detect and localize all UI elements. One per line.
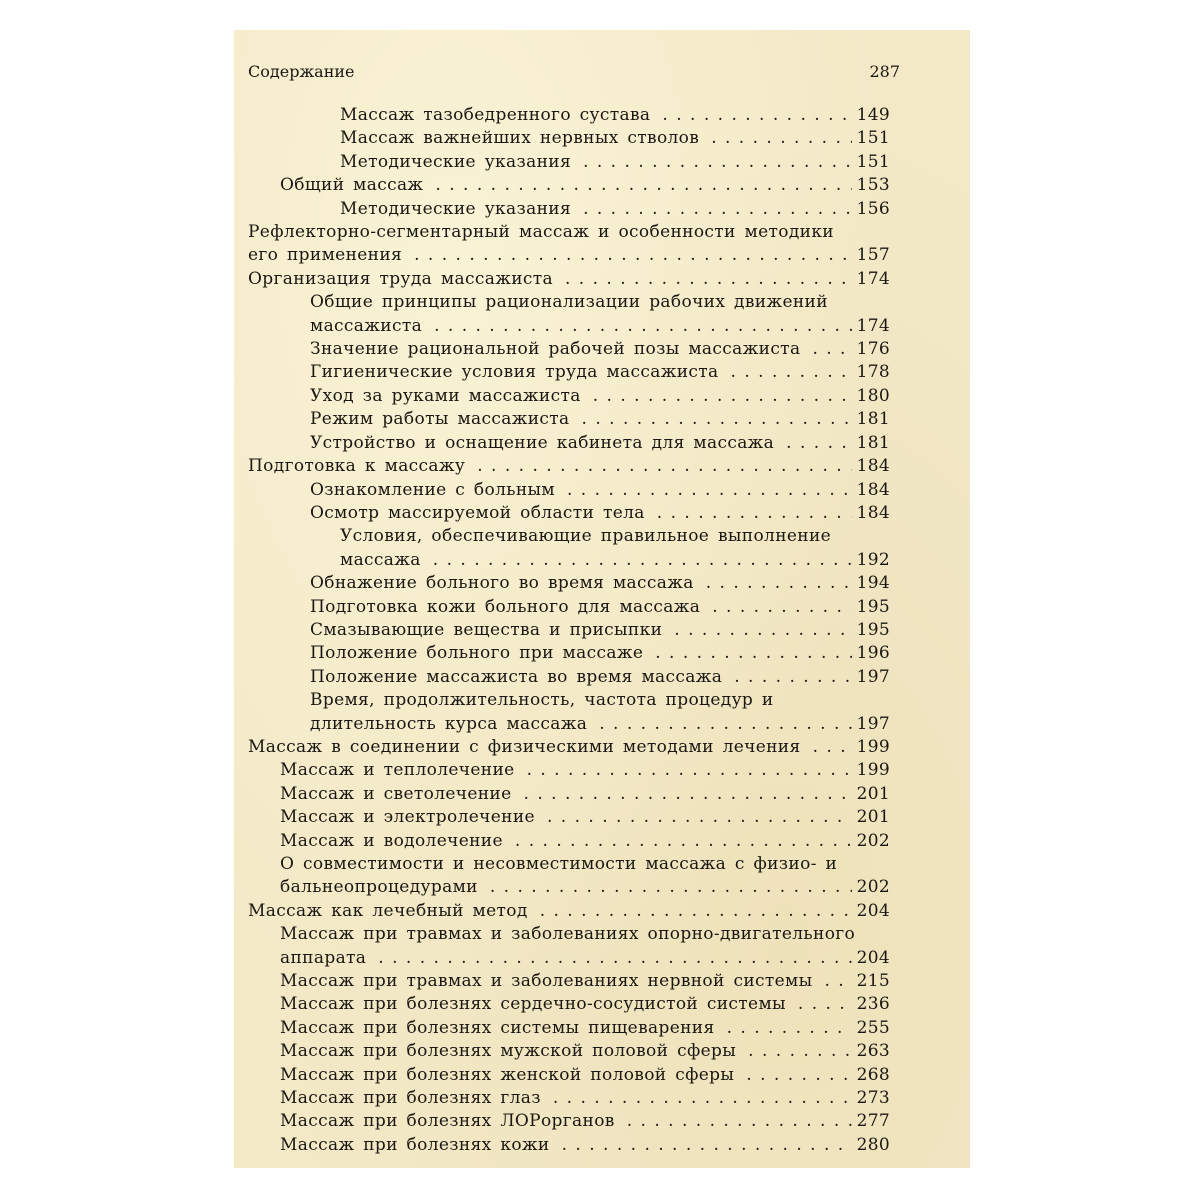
toc-entry <box>248 830 890 853</box>
toc-entry <box>248 385 890 408</box>
dot-leader <box>748 1040 852 1063</box>
toc-entry-title-line: Общие принципы рационализации рабочих движений <box>310 292 828 313</box>
page-number: 287 <box>869 62 900 81</box>
dot-leader <box>599 713 852 736</box>
toc-entry-title: Осмотр массируемой области тела <box>310 502 645 523</box>
dot-leader <box>490 876 852 899</box>
toc-entry-title: Массаж при травмах и заболеваниях нервной системы <box>280 971 813 992</box>
dot-leader <box>433 549 852 572</box>
toc-entry <box>248 1064 890 1087</box>
toc-entry <box>248 596 890 619</box>
toc-entry-page: 199 <box>856 760 890 781</box>
toc-entry-title-line: О совместимости и несовместимости массажа с физио- и <box>280 854 838 874</box>
toc-entry-title: Массаж тазобедренного сустава <box>340 105 651 125</box>
toc-entry-line <box>280 1064 890 1087</box>
dot-leader <box>547 806 852 829</box>
dot-leader <box>593 385 852 408</box>
toc-entry-page: 184 <box>856 479 890 500</box>
toc-entry-title: Массаж при болезнях мужской половой сферы <box>280 1041 737 1062</box>
toc-entry-page: 236 <box>856 994 890 1015</box>
toc-entry-line <box>340 127 890 150</box>
toc-entry-title: Ознакомление с больным <box>310 479 555 500</box>
toc-entry <box>248 104 890 127</box>
toc-entry-line <box>310 432 890 455</box>
dot-leader <box>731 361 852 384</box>
toc-entry-page: 157 <box>856 245 890 266</box>
dot-leader <box>798 993 852 1016</box>
dot-leader <box>711 127 852 150</box>
toc-entry-line <box>280 830 890 853</box>
toc-entry-title: Массаж при болезнях системы пищеварения <box>280 1017 715 1038</box>
toc-entry-line <box>310 338 890 361</box>
dot-leader <box>706 572 852 595</box>
toc-entry-line <box>248 455 890 478</box>
dot-leader <box>655 642 852 665</box>
dot-leader <box>746 1064 852 1087</box>
toc-entry-page: 273 <box>856 1088 890 1109</box>
toc-entry <box>248 174 890 197</box>
dot-leader <box>540 900 852 923</box>
toc-entry-line <box>310 713 890 736</box>
toc-entry-title: Методические указания <box>340 151 572 172</box>
toc-entry <box>248 338 890 361</box>
toc-entry <box>248 666 890 689</box>
toc-entry-line <box>310 642 890 665</box>
toc-entry <box>248 151 890 174</box>
toc-entry-page: 181 <box>856 409 890 430</box>
toc-entry-title: Положение больного при массаже <box>310 643 644 664</box>
toc-entry <box>248 572 890 595</box>
toc-entry-line <box>340 104 890 127</box>
toc-entry-title: Массаж при болезнях кожи <box>280 1134 550 1155</box>
toc-entry-line <box>280 759 890 782</box>
toc-entry-page: 197 <box>856 666 890 687</box>
dot-leader <box>583 198 852 221</box>
running-head <box>248 60 900 84</box>
toc-entry-page: 204 <box>856 947 890 968</box>
toc-entry-title: Положение массажиста во время массажа <box>310 666 723 687</box>
toc-entry-page: 215 <box>856 971 890 992</box>
toc-entry-line <box>280 947 890 970</box>
toc-entry <box>248 806 890 829</box>
toc-entry-page: 149 <box>856 105 890 125</box>
toc-entry-title: длительность курса массажа <box>310 713 588 734</box>
toc-entry-line <box>310 479 890 502</box>
toc-entry-line <box>280 806 890 829</box>
toc-entry-page: 255 <box>856 1017 890 1038</box>
toc-entry-title: Организация труда массажиста <box>248 268 553 289</box>
toc-entry-title: Массаж при болезнях женской половой сферы <box>280 1064 735 1085</box>
toc-entry-page: 181 <box>856 432 890 453</box>
dot-leader <box>812 338 852 361</box>
book-page <box>234 30 970 1168</box>
toc-entry-title: массажиста <box>310 315 423 336</box>
toc-entry-page: 178 <box>856 362 890 383</box>
toc-entry-line <box>310 315 890 338</box>
toc-entry <box>248 993 890 1016</box>
toc-entry-title-line: Время, продолжительность, частота процедур и <box>310 690 774 711</box>
toc-entry <box>248 525 890 572</box>
toc-entry-page: 195 <box>856 596 890 617</box>
toc-entry <box>248 455 890 478</box>
toc-entry-title-line: Условия, обеспечивающие правильное выполнение <box>340 526 832 547</box>
toc-entry-page: 192 <box>856 549 890 570</box>
toc-entry-page: 199 <box>856 736 890 757</box>
toc-entry-page: 204 <box>856 900 890 921</box>
toc-entry-page: 184 <box>856 502 890 523</box>
toc-entry-title: Подготовка кожи больного для массажа <box>310 596 701 617</box>
toc-entry-title: Массаж и водолечение <box>280 830 503 851</box>
toc-entry-page: 263 <box>856 1041 890 1062</box>
toc-entry-page: 195 <box>856 619 890 640</box>
dot-leader <box>477 455 852 478</box>
toc-entry <box>248 1017 890 1040</box>
dot-leader <box>825 970 853 993</box>
dot-leader <box>515 830 852 853</box>
toc-entry-page: 201 <box>856 783 890 804</box>
dot-leader <box>378 947 852 970</box>
toc-entry-line <box>280 1040 890 1063</box>
table-of-contents <box>248 104 890 1157</box>
toc-entry-line <box>280 1110 890 1133</box>
toc-entry <box>248 1134 890 1157</box>
toc-entry-page: 194 <box>856 573 890 594</box>
toc-entry <box>248 642 890 665</box>
toc-entry-page: 174 <box>856 268 890 289</box>
toc-entry <box>248 268 890 291</box>
dot-leader <box>527 759 852 782</box>
toc-entry <box>248 1087 890 1110</box>
toc-entry-line <box>248 736 890 759</box>
toc-entry-title-line: Рефлекторно-сегментарный массаж и особенности методики <box>248 222 834 243</box>
dot-leader <box>524 783 852 806</box>
toc-entry-line <box>310 572 890 595</box>
toc-entry-title: Массаж при болезнях глаз <box>280 1088 541 1109</box>
dot-leader <box>582 408 852 431</box>
dot-leader <box>627 1110 852 1133</box>
toc-entry-title: Массаж при болезнях ЛОРорганов <box>280 1111 615 1132</box>
toc-entry-line <box>310 408 890 431</box>
toc-entry-page: 268 <box>856 1064 890 1085</box>
dot-leader <box>565 268 852 291</box>
toc-entry-title: Общий массаж <box>280 175 424 196</box>
dot-leader <box>567 479 852 502</box>
toc-entry-title-line: Массаж при травмах и заболеваниях опорно-двигательного <box>280 924 856 945</box>
toc-entry <box>248 127 890 150</box>
toc-entry-line <box>310 502 890 525</box>
dot-leader <box>813 736 852 759</box>
toc-entry-page: 201 <box>856 807 890 828</box>
toc-entry-line <box>280 1017 890 1040</box>
toc-entry-line <box>248 268 890 291</box>
toc-entry-page: 151 <box>856 128 890 149</box>
toc-entry <box>248 291 890 338</box>
toc-entry-line <box>310 666 890 689</box>
toc-entry-page: 184 <box>856 456 890 477</box>
toc-entry-title: бальнеопроцедурами <box>280 877 478 898</box>
toc-entry-page: 277 <box>856 1111 890 1132</box>
toc-entry-title: Массаж важнейших нервных стволов <box>340 128 700 149</box>
toc-entry-line <box>310 385 890 408</box>
toc-entry-title: Массаж при болезнях сердечно-сосудистой системы <box>280 994 786 1015</box>
toc-entry <box>248 619 890 642</box>
toc-entry <box>248 221 890 268</box>
toc-entry-line <box>280 970 890 993</box>
toc-entry-title: массажа <box>340 549 421 570</box>
toc-entry <box>248 923 890 970</box>
toc-entry-page: 174 <box>856 315 890 336</box>
toc-entry-page: 197 <box>856 713 890 734</box>
dot-leader <box>662 104 852 127</box>
toc-entry-line <box>310 619 890 642</box>
dot-leader <box>786 432 852 455</box>
dot-leader <box>712 596 852 619</box>
toc-entry <box>248 783 890 806</box>
toc-entry-page: 280 <box>856 1134 890 1155</box>
toc-entry-line <box>340 549 890 572</box>
toc-entry-line <box>248 900 890 923</box>
toc-entry <box>248 900 890 923</box>
toc-entry-line <box>280 1134 890 1157</box>
toc-entry-page: 202 <box>856 877 890 898</box>
dot-leader <box>657 502 852 525</box>
toc-entry-line <box>280 876 890 899</box>
toc-entry <box>248 361 890 384</box>
toc-entry-title: Массаж в соединении с физическими методами лечения <box>248 736 801 757</box>
toc-entry-line <box>280 174 890 197</box>
dot-leader <box>435 174 852 197</box>
dot-leader <box>562 1134 852 1157</box>
toc-entry-page: 176 <box>856 339 890 360</box>
toc-entry-title: Смазывающие вещества и присыпки <box>310 619 663 640</box>
toc-entry <box>248 432 890 455</box>
toc-entry <box>248 736 890 759</box>
toc-entry <box>248 502 890 525</box>
toc-entry-line <box>280 993 890 1016</box>
dot-leader <box>414 244 852 267</box>
toc-entry-title: Подготовка к массажу <box>248 456 466 477</box>
toc-entry <box>248 970 890 993</box>
dot-leader <box>583 151 852 174</box>
toc-entry-line <box>310 596 890 619</box>
toc-entry-title: Режим работы массажиста <box>310 409 570 430</box>
toc-entry-title: Методические указания <box>340 198 572 219</box>
toc-entry-title: Значение рациональной рабочей позы массажиста <box>310 339 801 360</box>
toc-entry-line <box>280 783 890 806</box>
toc-entry-title: Массаж и электролечение <box>280 807 535 828</box>
dot-leader <box>674 619 852 642</box>
toc-entry-line <box>340 198 890 221</box>
toc-entry-title: Массаж как лечебный метод <box>248 900 528 921</box>
dot-leader <box>734 666 852 689</box>
toc-entry-title: Гигиенические условия труда массажиста <box>310 362 719 383</box>
toc-entry <box>248 198 890 221</box>
section-title: Содержание <box>248 62 355 81</box>
toc-entry-page: 180 <box>856 385 890 406</box>
toc-entry <box>248 759 890 782</box>
toc-entry-line <box>310 361 890 384</box>
toc-entry <box>248 1110 890 1133</box>
toc-entry <box>248 1040 890 1063</box>
toc-entry-page: 196 <box>856 643 890 664</box>
toc-entry-line <box>280 1087 890 1110</box>
toc-entry-title: его применения <box>248 245 403 266</box>
toc-entry-line <box>248 244 890 267</box>
toc-entry <box>248 853 890 900</box>
toc-entry-title: Уход за руками массажиста <box>310 385 581 406</box>
dot-leader <box>553 1087 852 1110</box>
toc-entry-page: 202 <box>856 830 890 851</box>
toc-entry <box>248 689 890 736</box>
toc-entry-title: аппарата <box>280 947 367 968</box>
toc-entry-line <box>340 151 890 174</box>
toc-entry <box>248 479 890 502</box>
toc-entry-page: 156 <box>856 198 890 219</box>
toc-entry-title: Обнажение больного во время массажа <box>310 573 694 594</box>
toc-entry-title: Устройство и оснащение кабинета для массажа <box>310 432 775 453</box>
dot-leader <box>727 1017 852 1040</box>
toc-entry-title: Массаж и теплолечение <box>280 760 515 781</box>
toc-entry-page: 151 <box>856 151 890 172</box>
toc-entry-page: 153 <box>856 175 890 196</box>
toc-entry-title: Массаж и светолечение <box>280 783 512 804</box>
toc-entry <box>248 408 890 431</box>
dot-leader <box>434 315 852 338</box>
